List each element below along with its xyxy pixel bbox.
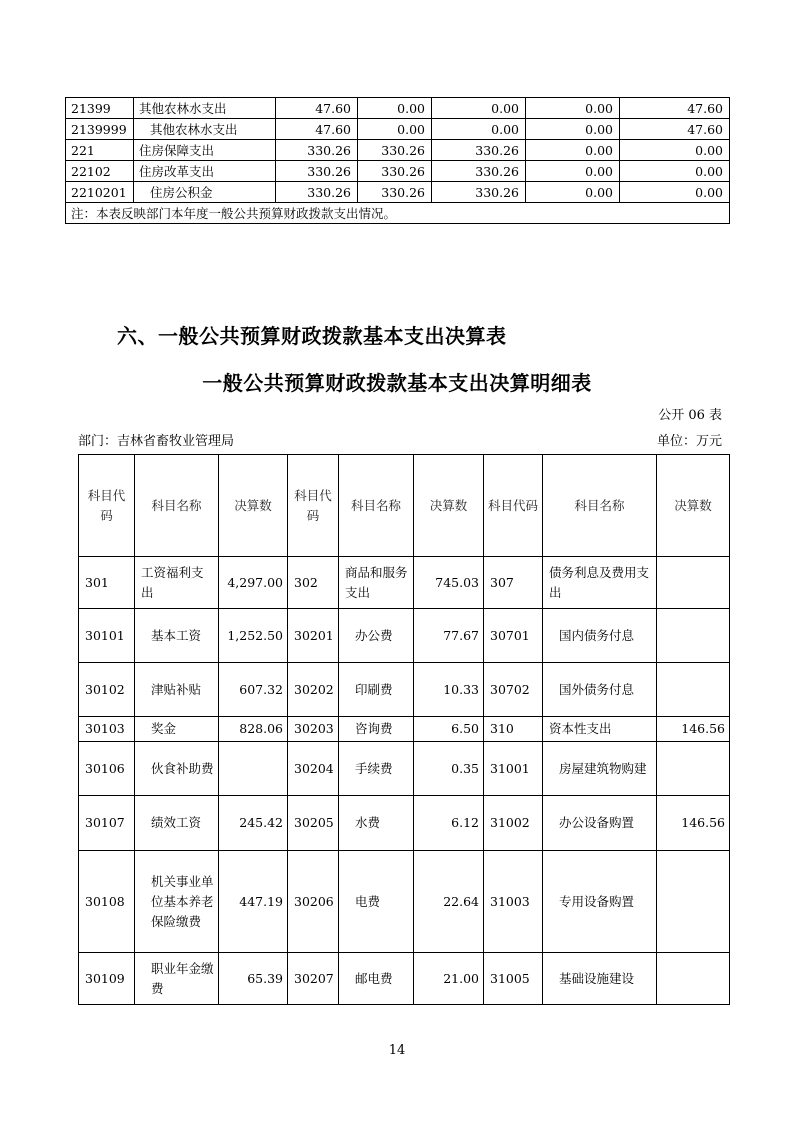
subject-name: 津贴补贴 (135, 663, 219, 717)
subject-name: 专用设备购置 (543, 851, 657, 953)
table-row (79, 796, 730, 851)
page-number: 14 (388, 1043, 406, 1058)
value-cell: 0.00 (526, 140, 620, 161)
amount-cell (657, 953, 730, 1005)
subject-code: 307 (484, 557, 543, 609)
table-note-row (66, 203, 730, 224)
value-cell: 330.26 (276, 140, 358, 161)
subject-code: 30204 (288, 742, 339, 796)
section-heading: 六、一般公共预算财政拨款基本支出决算表 (117, 324, 507, 348)
table-row (66, 182, 730, 203)
subject-code: 30109 (79, 953, 135, 1005)
subject-name: 其他农林水支出 (134, 98, 276, 119)
subject-code: 31002 (484, 796, 543, 851)
subject-name: 电费 (339, 851, 414, 953)
subject-name: 基本工资 (135, 609, 219, 663)
subject-name: 商品和服务支出 (339, 557, 414, 609)
column-header: 科目名称 (135, 455, 219, 557)
table-row (66, 98, 730, 119)
basic-expenditure-detail-table (78, 454, 730, 1005)
subject-code: 30206 (288, 851, 339, 953)
subject-code: 30202 (288, 663, 339, 717)
value-cell: 330.26 (432, 161, 526, 182)
column-header: 科目代码 (288, 455, 339, 557)
value-cell: 330.26 (358, 182, 432, 203)
value-cell: 0.00 (526, 161, 620, 182)
table-row (79, 557, 730, 609)
table-row (66, 119, 730, 140)
subject-name: 绩效工资 (135, 796, 219, 851)
table-title: 一般公共预算财政拨款基本支出决算明细表 (202, 371, 592, 395)
amount-cell (657, 742, 730, 796)
amount-cell (657, 557, 730, 609)
table-row (66, 161, 730, 182)
subject-code: 31003 (484, 851, 543, 953)
department-label: 部门：吉林省畜牧业管理局 (78, 434, 235, 449)
subject-code: 30106 (79, 742, 135, 796)
subject-name: 机关事业单位基本养老保险缴费 (135, 851, 219, 953)
subject-name: 办公设备购置 (543, 796, 657, 851)
subject-code: 2210201 (66, 182, 134, 203)
amount-cell: 4,297.00 (219, 557, 288, 609)
subject-name: 住房改革支出 (134, 161, 276, 182)
table-note: 注：本表反映部门本年度一般公共预算财政拨款支出情况。 (66, 203, 730, 224)
amount-cell: 828.06 (219, 717, 288, 742)
table-row (79, 717, 730, 742)
subject-code: 30103 (79, 717, 135, 742)
subject-name: 国内债务付息 (543, 609, 657, 663)
subject-code: 302 (288, 557, 339, 609)
subject-code: 31001 (484, 742, 543, 796)
subject-name: 职业年金缴费 (135, 953, 219, 1005)
subject-code: 30203 (288, 717, 339, 742)
value-cell: 0.00 (526, 119, 620, 140)
subject-name: 印刷费 (339, 663, 414, 717)
subject-name: 住房公积金 (134, 182, 276, 203)
column-header: 决算数 (657, 455, 730, 557)
unit-label: 单位：万元 (656, 434, 722, 449)
subject-name: 资本性支出 (543, 717, 657, 742)
subject-name: 咨询费 (339, 717, 414, 742)
amount-cell: 1,252.50 (219, 609, 288, 663)
subject-code: 21399 (66, 98, 134, 119)
subject-code: 301 (79, 557, 135, 609)
table-row (79, 663, 730, 717)
table-row (79, 953, 730, 1005)
table-row (66, 140, 730, 161)
value-cell: 330.26 (276, 182, 358, 203)
amount-cell: 77.67 (414, 609, 484, 663)
table-row (79, 742, 730, 796)
subject-name: 水费 (339, 796, 414, 851)
value-cell: 0.00 (358, 98, 432, 119)
subject-name: 伙食补助费 (135, 742, 219, 796)
amount-cell: 146.56 (657, 796, 730, 851)
subject-code: 310 (484, 717, 543, 742)
subject-name: 办公费 (339, 609, 414, 663)
expenditure-continuation-table (65, 97, 730, 224)
subject-name: 基础设施建设 (543, 953, 657, 1005)
subject-code: 2139999 (66, 119, 134, 140)
value-cell: 330.26 (358, 140, 432, 161)
amount-cell (657, 609, 730, 663)
value-cell: 330.26 (432, 140, 526, 161)
subject-code: 30107 (79, 796, 135, 851)
value-cell: 47.60 (620, 119, 730, 140)
amount-cell: 447.19 (219, 851, 288, 953)
value-cell: 330.26 (432, 182, 526, 203)
column-header: 科目代码 (484, 455, 543, 557)
subject-code: 30205 (288, 796, 339, 851)
amount-cell (657, 851, 730, 953)
subject-code: 30701 (484, 609, 543, 663)
table-row (79, 851, 730, 953)
column-header: 科目名称 (339, 455, 414, 557)
header-row (79, 455, 730, 557)
value-cell: 0.00 (432, 98, 526, 119)
amount-cell: 6.50 (414, 717, 484, 742)
amount-cell: 146.56 (657, 717, 730, 742)
value-cell: 0.00 (620, 161, 730, 182)
amount-cell: 65.39 (219, 953, 288, 1005)
amount-cell: 745.03 (414, 557, 484, 609)
amount-cell: 245.42 (219, 796, 288, 851)
table-row (79, 609, 730, 663)
subject-name: 国外债务付息 (543, 663, 657, 717)
column-header: 科目名称 (543, 455, 657, 557)
value-cell: 47.60 (276, 119, 358, 140)
form-number: 公开 06 表 (658, 408, 722, 423)
subject-name: 工资福利支出 (135, 557, 219, 609)
subject-name: 住房保障支出 (134, 140, 276, 161)
value-cell: 47.60 (620, 98, 730, 119)
value-cell: 0.00 (526, 98, 620, 119)
amount-cell (219, 742, 288, 796)
amount-cell: 10.33 (414, 663, 484, 717)
subject-name: 邮电费 (339, 953, 414, 1005)
amount-cell: 607.32 (219, 663, 288, 717)
subject-code: 30108 (79, 851, 135, 953)
amount-cell (657, 663, 730, 717)
subject-name: 房屋建筑物购建 (543, 742, 657, 796)
value-cell: 0.00 (620, 140, 730, 161)
value-cell: 330.26 (358, 161, 432, 182)
subject-name: 奖金 (135, 717, 219, 742)
value-cell: 330.26 (276, 161, 358, 182)
value-cell: 0.00 (432, 119, 526, 140)
value-cell: 47.60 (276, 98, 358, 119)
column-header: 决算数 (414, 455, 484, 557)
subject-code: 30702 (484, 663, 543, 717)
subject-name: 债务利息及费用支出 (543, 557, 657, 609)
column-header: 决算数 (219, 455, 288, 557)
subject-code: 221 (66, 140, 134, 161)
subject-code: 30207 (288, 953, 339, 1005)
amount-cell: 21.00 (414, 953, 484, 1005)
amount-cell: 0.35 (414, 742, 484, 796)
subject-code: 22102 (66, 161, 134, 182)
value-cell: 0.00 (526, 182, 620, 203)
value-cell: 0.00 (620, 182, 730, 203)
amount-cell: 22.64 (414, 851, 484, 953)
subject-code: 30201 (288, 609, 339, 663)
column-header: 科目代码 (79, 455, 135, 557)
subject-code: 30102 (79, 663, 135, 717)
subject-name: 其他农林水支出 (134, 119, 276, 140)
amount-cell: 6.12 (414, 796, 484, 851)
subject-code: 31005 (484, 953, 543, 1005)
subject-name: 手续费 (339, 742, 414, 796)
value-cell: 0.00 (358, 119, 432, 140)
subject-code: 30101 (79, 609, 135, 663)
